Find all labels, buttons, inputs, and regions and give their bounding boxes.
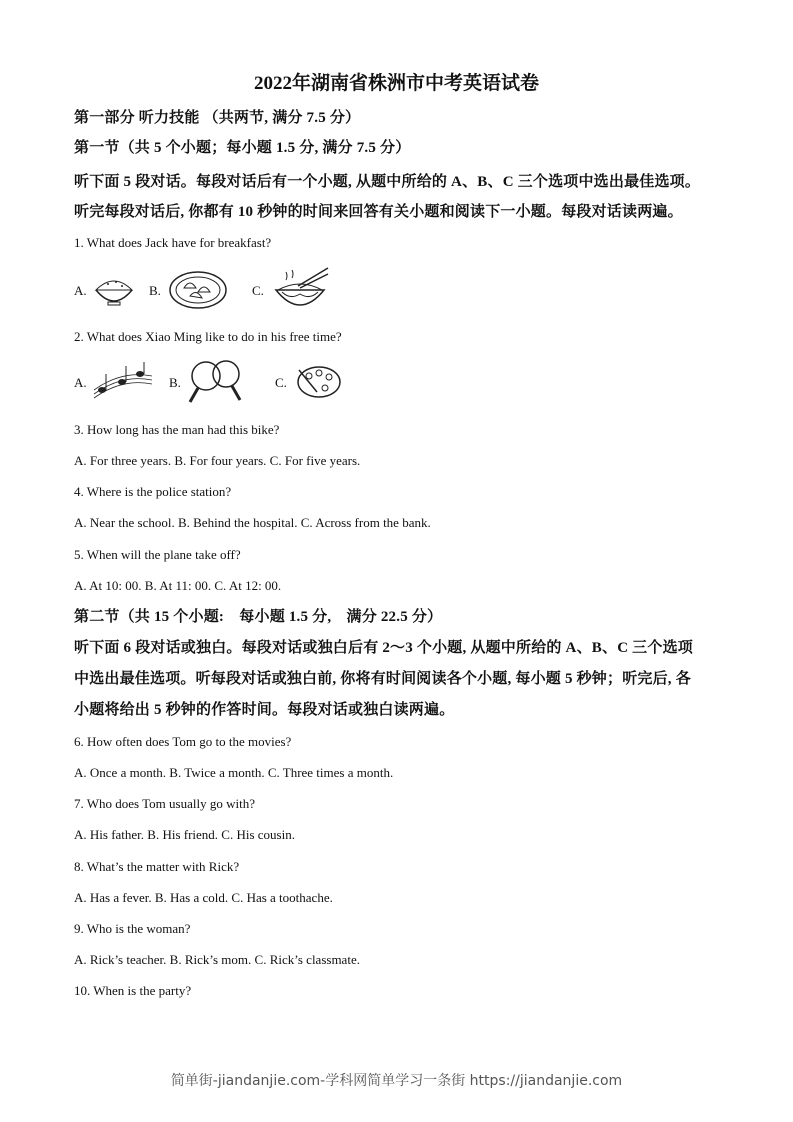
footer-watermark: 简单街-jiandanjie.com-学科网简单学习一条街 https://jiandanjie.com (170, 1073, 623, 1089)
option-label: C. (252, 283, 264, 298)
question-7: 7. Who does Tom usually go with? (74, 796, 255, 811)
question-1: 1. What does Jack have for breakfast? (74, 235, 272, 250)
section2-instructions: 中选出最佳选项。听每段对话或独白前, 你将有时间阅读各个小题, 每小题 5 秒钟；听完后, 各 (74, 671, 691, 687)
part-heading: 第一部分 听力技能 （共两节, 满分 7.5 分） (74, 110, 361, 126)
option-label: A. (74, 283, 87, 298)
section2-heading: 第二节（共 15 个小题: 每小题 1.5 分, 满分 22.5 分） (74, 609, 443, 625)
question-2: 2. What does Xiao Ming like to do in his free time? (74, 329, 342, 344)
option-label: C. (275, 375, 287, 390)
section2-instructions: 听下面 6 段对话或独白。每段对话或独白后有 2～3 个小题, 从题中所给的 A、B、C 三个选项 (74, 640, 693, 656)
question-8-options: A. Has a fever. B. Has a cold. C. Has a toothache. (74, 890, 333, 905)
ping-pong-paddles-icon (186, 358, 244, 406)
question-4-options: A. Near the school. B. Behind the hospital. C. Across from the bank. (74, 515, 431, 530)
option-label: B. (169, 375, 181, 390)
music-notes-icon (92, 360, 154, 400)
dumplings-plate-icon (168, 270, 228, 310)
page-title: 2022年湖南省株洲市中考英语试卷 (253, 73, 539, 94)
question-3: 3. How long has the man had this bike? (74, 422, 280, 437)
section1-instructions: 听完每段对话后, 你都有 10 秒钟的时间来回答有关小题和阅读下一小题。每段对话读两遍。 (74, 204, 683, 220)
question-6: 6. How often does Tom go to the movies? (74, 734, 292, 749)
option-label: A. (74, 375, 87, 390)
section1-heading: 第一节（共 5 个小题；每小题 1.5 分, 满分 7.5 分） (74, 140, 411, 156)
question-4: 4. Where is the police station? (74, 484, 232, 499)
question-10: 10. When is the party? (74, 983, 192, 998)
option-label: B. (149, 283, 161, 298)
question-8: 8. What’s the matter with Rick? (74, 859, 240, 874)
question-6-options: A. Once a month. B. Twice a month. C. Three times a month. (74, 765, 394, 780)
question-9-options: A. Rick’s teacher. B. Rick’s mom. C. Rick’s classmate. (74, 952, 360, 967)
question-7-options: A. His father. B. His friend. C. His cousin. (74, 827, 295, 842)
question-3-options: A. For three years. B. For four years. C. For five years. (74, 453, 361, 468)
paint-palette-icon (295, 364, 343, 400)
question-9: 9. Who is the woman? (74, 921, 191, 936)
question-5: 5. When will the plane take off? (74, 547, 241, 562)
section2-instructions: 小题将给出 5 秒钟的作答时间。每段对话或独白读两遍。 (74, 702, 455, 718)
section1-instructions: 听下面 5 段对话。每段对话后有一个小题, 从题中所给的 A、B、C 三个选项中选出最佳选项。 (74, 174, 701, 190)
rice-bowl-icon (92, 272, 136, 308)
noodles-bowl-icon (270, 264, 330, 312)
question-5-options: A. At 10: 00. B. At 11: 00. C. At 12: 00. (74, 578, 282, 593)
